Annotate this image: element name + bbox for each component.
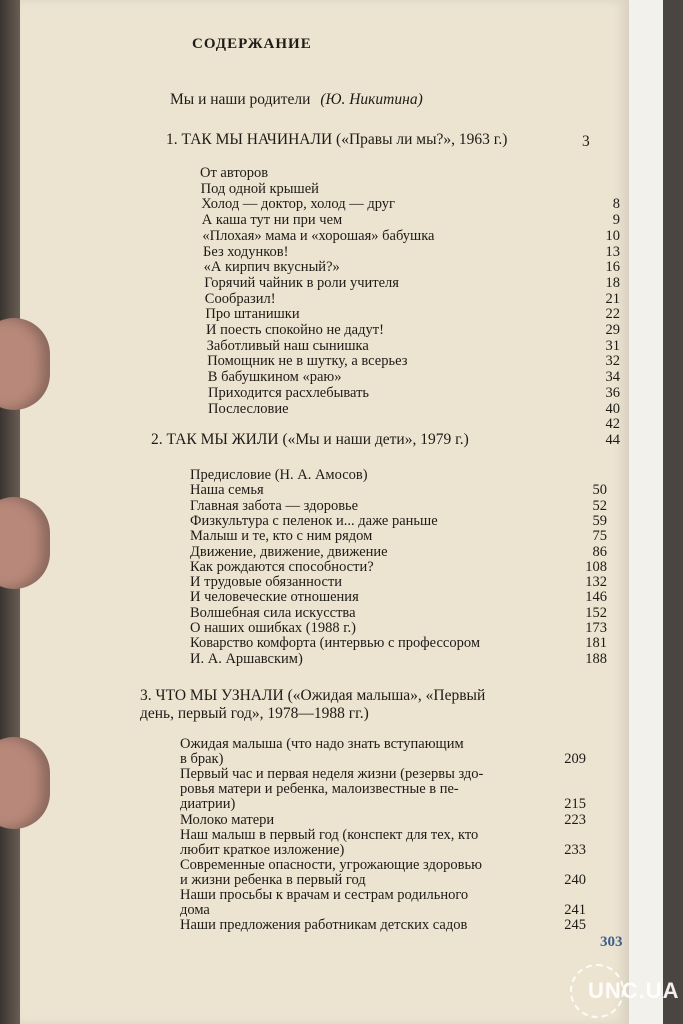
watermark-text: UNC.UA [588,978,680,1003]
intro-label: Мы и наши родители [170,91,311,108]
toc-entry-title: Волшебная сила искусства [190,604,356,621]
toc-entry-title: Наша семья [190,482,264,499]
toc-entry-page: 59 [592,512,607,529]
toc-entry-page: 188 [585,650,607,667]
toc-entry-page: 16 [605,259,620,276]
toc-entry-title: Наши просьбы к врачам и сестрам родильного [180,887,469,903]
section-2-heading: 2. ТАК МЫ ЖИЛИ («Мы и наши дети», 1979 г.) [151,431,469,448]
toc-entry-title: и жизни ребенка в первый год [180,871,366,888]
toc-entry-title: Наш малыш в первый год (конспект для тех, кто [180,826,479,843]
toc-entry-page: 13 [605,243,620,260]
toc-entry-page: 22 [605,306,620,323]
toc-entry-page: 146 [585,589,607,606]
page-number: 303 [600,934,623,950]
toc-entry-page: 50 [592,482,607,499]
toc-entry-title: А каша тут ни при чем [201,212,343,229]
toc-entry-title: И. А. Аршавским) [190,650,303,667]
toc-entry-title: Предисловие (Н. А. Амосов) [190,467,368,483]
toc-entry [20,651,607,669]
toc-entry-title: в брак) [180,751,224,768]
section-3-heading: 3. ЧТО МЫ УЗНАЛИ («Ожидая малыша», «Первый [140,687,486,704]
toc-entry-page: 181 [585,635,607,652]
toc-entry-title: Под одной крышей [200,180,319,197]
toc-entry-title: Коварство комфорта (интервью с профессором [190,635,480,652]
toc-entry-page: 86 [592,543,607,560]
toc-entry-title: «А кирпич вкусный?» [203,259,340,276]
toc-entry-page: 42 [605,416,620,433]
toc-entry-title: Малыш и те, кто с ним рядом [190,528,373,545]
toc-entry [20,917,586,935]
toc-entry-page: 8 [612,196,620,213]
toc-entry-page: 209 [564,751,586,768]
toc-entry-title: Заботливый наш сынишка [206,337,369,354]
toc-entry-title: И человеческие отношения [190,589,359,606]
toc-entry-page: 223 [564,811,586,828]
toc-entry-title: «Плохая» мама и «хорошая» бабушка [202,227,435,244]
toc-entry-title: Наши предложения работникам детских садов [180,917,468,934]
toc-entry-title: диатрии) [180,796,236,813]
toc-entry-title: О наших ошибках (1988 г.) [190,620,356,636]
toc-entry-page: 18 [605,274,620,291]
toc-entry-page: 40 [605,400,620,417]
section-3-heading-cont: день, первый год», 1978—1988 гг.) [140,705,369,722]
toc-entry-title: Без ходунков! [203,243,289,260]
toc-entry-page: 34 [605,369,620,386]
intro-entry [170,91,600,109]
toc-entry-page: 9 [612,212,620,229]
toc-entry-page: 36 [605,384,620,401]
section-1-heading: 1. ТАК МЫ НАЧИНАЛИ («Правы ли мы?», 1963 г.) [166,131,508,148]
toc-entry-title: Про штанишки [205,306,300,323]
toc-entry-page: 132 [585,574,607,591]
toc-entry-title: Приходится расхлебывать [208,384,370,401]
toc-entry-title: Послесловие [208,400,289,417]
toc-entry-page: 240 [564,871,586,888]
toc-entry-page: 233 [564,841,586,858]
toc-entry-page: 32 [605,353,620,370]
toc-entry-page: 52 [592,497,607,514]
toc-entry-title: ровья матери и ребенка, малоизвестные в пе- [180,781,459,798]
intro-author: (Ю. Никитина) [320,91,423,108]
intro-page: 3 [582,133,590,150]
toc-entry-title: Физкультура с пеленок и... даже раньше [190,512,438,529]
book-page [20,0,628,1024]
toc-entry-title: Современные опасности, угрожающие здоровью [180,856,482,873]
toc-entry-title: Холод — доктор, холод — друг [201,196,395,213]
toc-entry-page: 152 [585,604,607,621]
toc-entry-page: 31 [605,337,620,354]
toc-entry-title: Ожидая малыша (что надо знать вступающим [180,736,464,752]
page-title: СОДЕРЖАНИЕ [192,36,312,52]
toc-entry-title: В бабушкином «раю» [207,369,342,386]
toc-entry-title: От авторов [200,165,269,181]
toc-entry-title: И поесть спокойно не дадут! [206,322,384,338]
toc-entry-page: 215 [564,796,586,813]
toc-entry-title: И трудовые обязанности [190,574,343,591]
toc-entry-title: Движение, движение, движение [190,543,388,560]
toc-entry-title: любит краткое изложение) [180,841,345,858]
page-edge [628,0,663,1024]
toc-entry-title: Главная забота — здоровье [190,497,359,514]
toc-entry-page: 75 [592,528,607,545]
toc-entry-title: Молоко матери [180,811,275,828]
toc-entry-page: 21 [605,290,620,307]
toc-entry-page: 173 [585,620,607,636]
toc-entry-page: 245 [564,917,586,934]
toc-entry-page: 10 [605,227,620,244]
toc-entry-title: Первый час и первая неделя жизни (резервы здо- [180,766,484,783]
toc-entry-page: 29 [605,322,620,338]
toc-entry-title: дома [180,902,210,919]
toc-entry-page: 108 [585,558,607,575]
toc-entry-title: Сообразил! [204,290,276,307]
toc-entry-title: Горячий чайник в роли учителя [204,274,399,291]
toc-entry-title: Помощник не в шутку, а всерьез [207,353,408,370]
toc-entry-page: 241 [564,902,586,919]
toc-entry-page: 44 [605,431,620,448]
toc-entry-title: Как рождаются способности? [190,558,374,575]
